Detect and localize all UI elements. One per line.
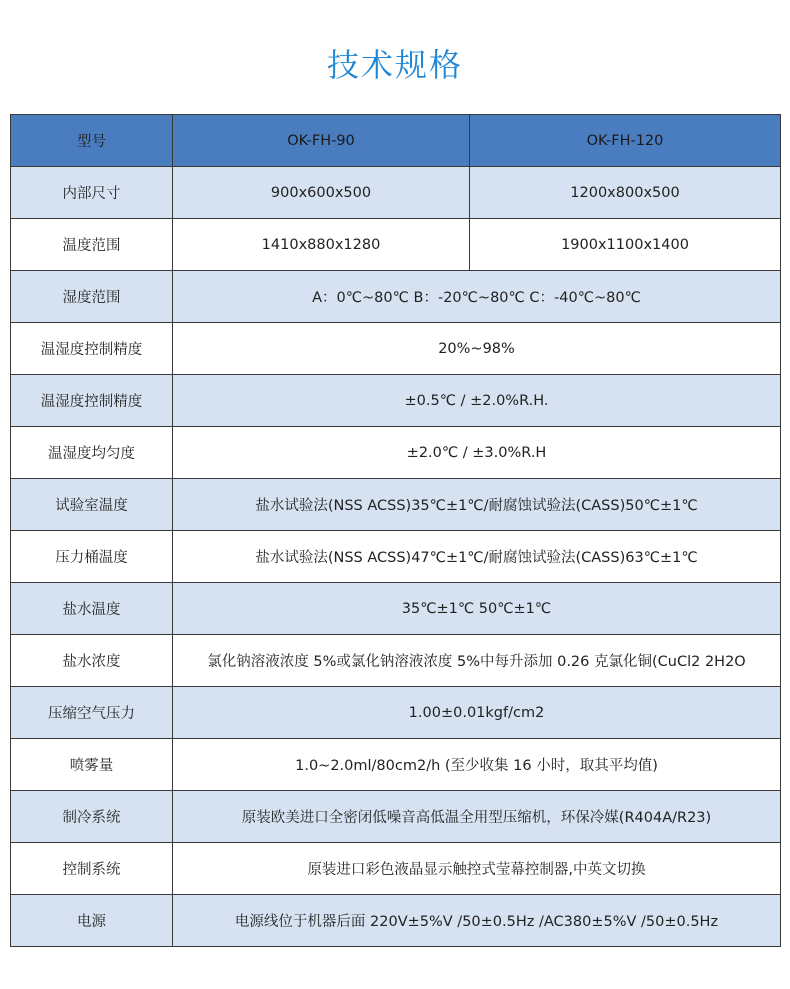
row-label: 湿度范围 bbox=[11, 271, 173, 323]
table-row bbox=[11, 271, 781, 323]
row-label: 内部尺寸 bbox=[11, 167, 173, 219]
table-row bbox=[11, 531, 781, 583]
row-value: 盐水试验法(NSS ACSS)47℃±1℃/耐腐蚀试验法(CASS)63℃±1℃ bbox=[173, 531, 781, 583]
table-row bbox=[11, 739, 781, 791]
row-value: 35℃±1℃ 50℃±1℃ bbox=[173, 583, 781, 635]
row-label: 喷雾量 bbox=[11, 739, 173, 791]
page-title: 技术规格 bbox=[326, 46, 463, 84]
row-label: 电源 bbox=[11, 895, 173, 947]
header-label-cell: 型号 bbox=[11, 115, 173, 167]
row-label: 温湿度控制精度 bbox=[11, 323, 173, 375]
table-row bbox=[11, 427, 781, 479]
row-value: A：0℃~80℃ B：-20℃~80℃ C：-40℃~80℃ bbox=[173, 271, 781, 323]
row-value-model-1: 900x600x500 bbox=[173, 167, 470, 219]
table-row bbox=[11, 479, 781, 531]
row-value: 1.00±0.01kgf/cm2 bbox=[173, 687, 781, 739]
spec-table bbox=[10, 114, 781, 947]
row-label: 试验室温度 bbox=[11, 479, 173, 531]
row-label: 温湿度控制精度 bbox=[11, 375, 173, 427]
table-row bbox=[11, 583, 781, 635]
table-row bbox=[11, 167, 781, 219]
row-value: ±0.5℃ / ±2.0%R.H. bbox=[173, 375, 781, 427]
row-value: 盐水试验法(NSS ACSS)35℃±1℃/耐腐蚀试验法(CASS)50℃±1℃ bbox=[173, 479, 781, 531]
table-row bbox=[11, 323, 781, 375]
table-row bbox=[11, 635, 781, 687]
row-label: 温度范围 bbox=[11, 219, 173, 271]
row-label: 压缩空气压力 bbox=[11, 687, 173, 739]
row-value: 1.0~2.0ml/80cm2/h (至少收集 16 小时，取其平均值) bbox=[173, 739, 781, 791]
row-label: 制冷系统 bbox=[11, 791, 173, 843]
table-row bbox=[11, 375, 781, 427]
table-row bbox=[11, 791, 781, 843]
table-row bbox=[11, 843, 781, 895]
row-label: 控制系统 bbox=[11, 843, 173, 895]
row-value-model-2: 1900x1100x1400 bbox=[470, 219, 781, 271]
row-value: 电源线位于机器后面 220V±5%V /50±0.5Hz /AC380±5%V /50±0.5Hz bbox=[173, 895, 781, 947]
table-row bbox=[11, 219, 781, 271]
row-value: ±2.0℃ / ±3.0%R.H bbox=[173, 427, 781, 479]
header-model-2-cell: OK-FH-120 bbox=[470, 115, 781, 167]
row-value-model-1: 1410x880x1280 bbox=[173, 219, 470, 271]
row-label: 温湿度均匀度 bbox=[11, 427, 173, 479]
row-label: 压力桶温度 bbox=[11, 531, 173, 583]
header-model-1-cell: OK-FH-90 bbox=[173, 115, 470, 167]
table-row bbox=[11, 895, 781, 947]
row-label: 盐水浓度 bbox=[11, 635, 173, 687]
row-value: 原装欧美进口全密闭低噪音高低温全用型压缩机，环保冷媒(R404A/R23) bbox=[173, 791, 781, 843]
table-header-row bbox=[11, 115, 781, 167]
row-value: 氯化钠溶液浓度 5%或氯化钠溶液浓度 5%中每升添加 0.26 克氯化铜(CuCl2 2H2O bbox=[173, 635, 781, 687]
table-row bbox=[11, 687, 781, 739]
row-value-model-2: 1200x800x500 bbox=[470, 167, 781, 219]
row-value: 原装进口彩色液晶显示触控式莹幕控制器,中英文切换 bbox=[173, 843, 781, 895]
row-label: 盐水温度 bbox=[11, 583, 173, 635]
row-value: 20%~98% bbox=[173, 323, 781, 375]
